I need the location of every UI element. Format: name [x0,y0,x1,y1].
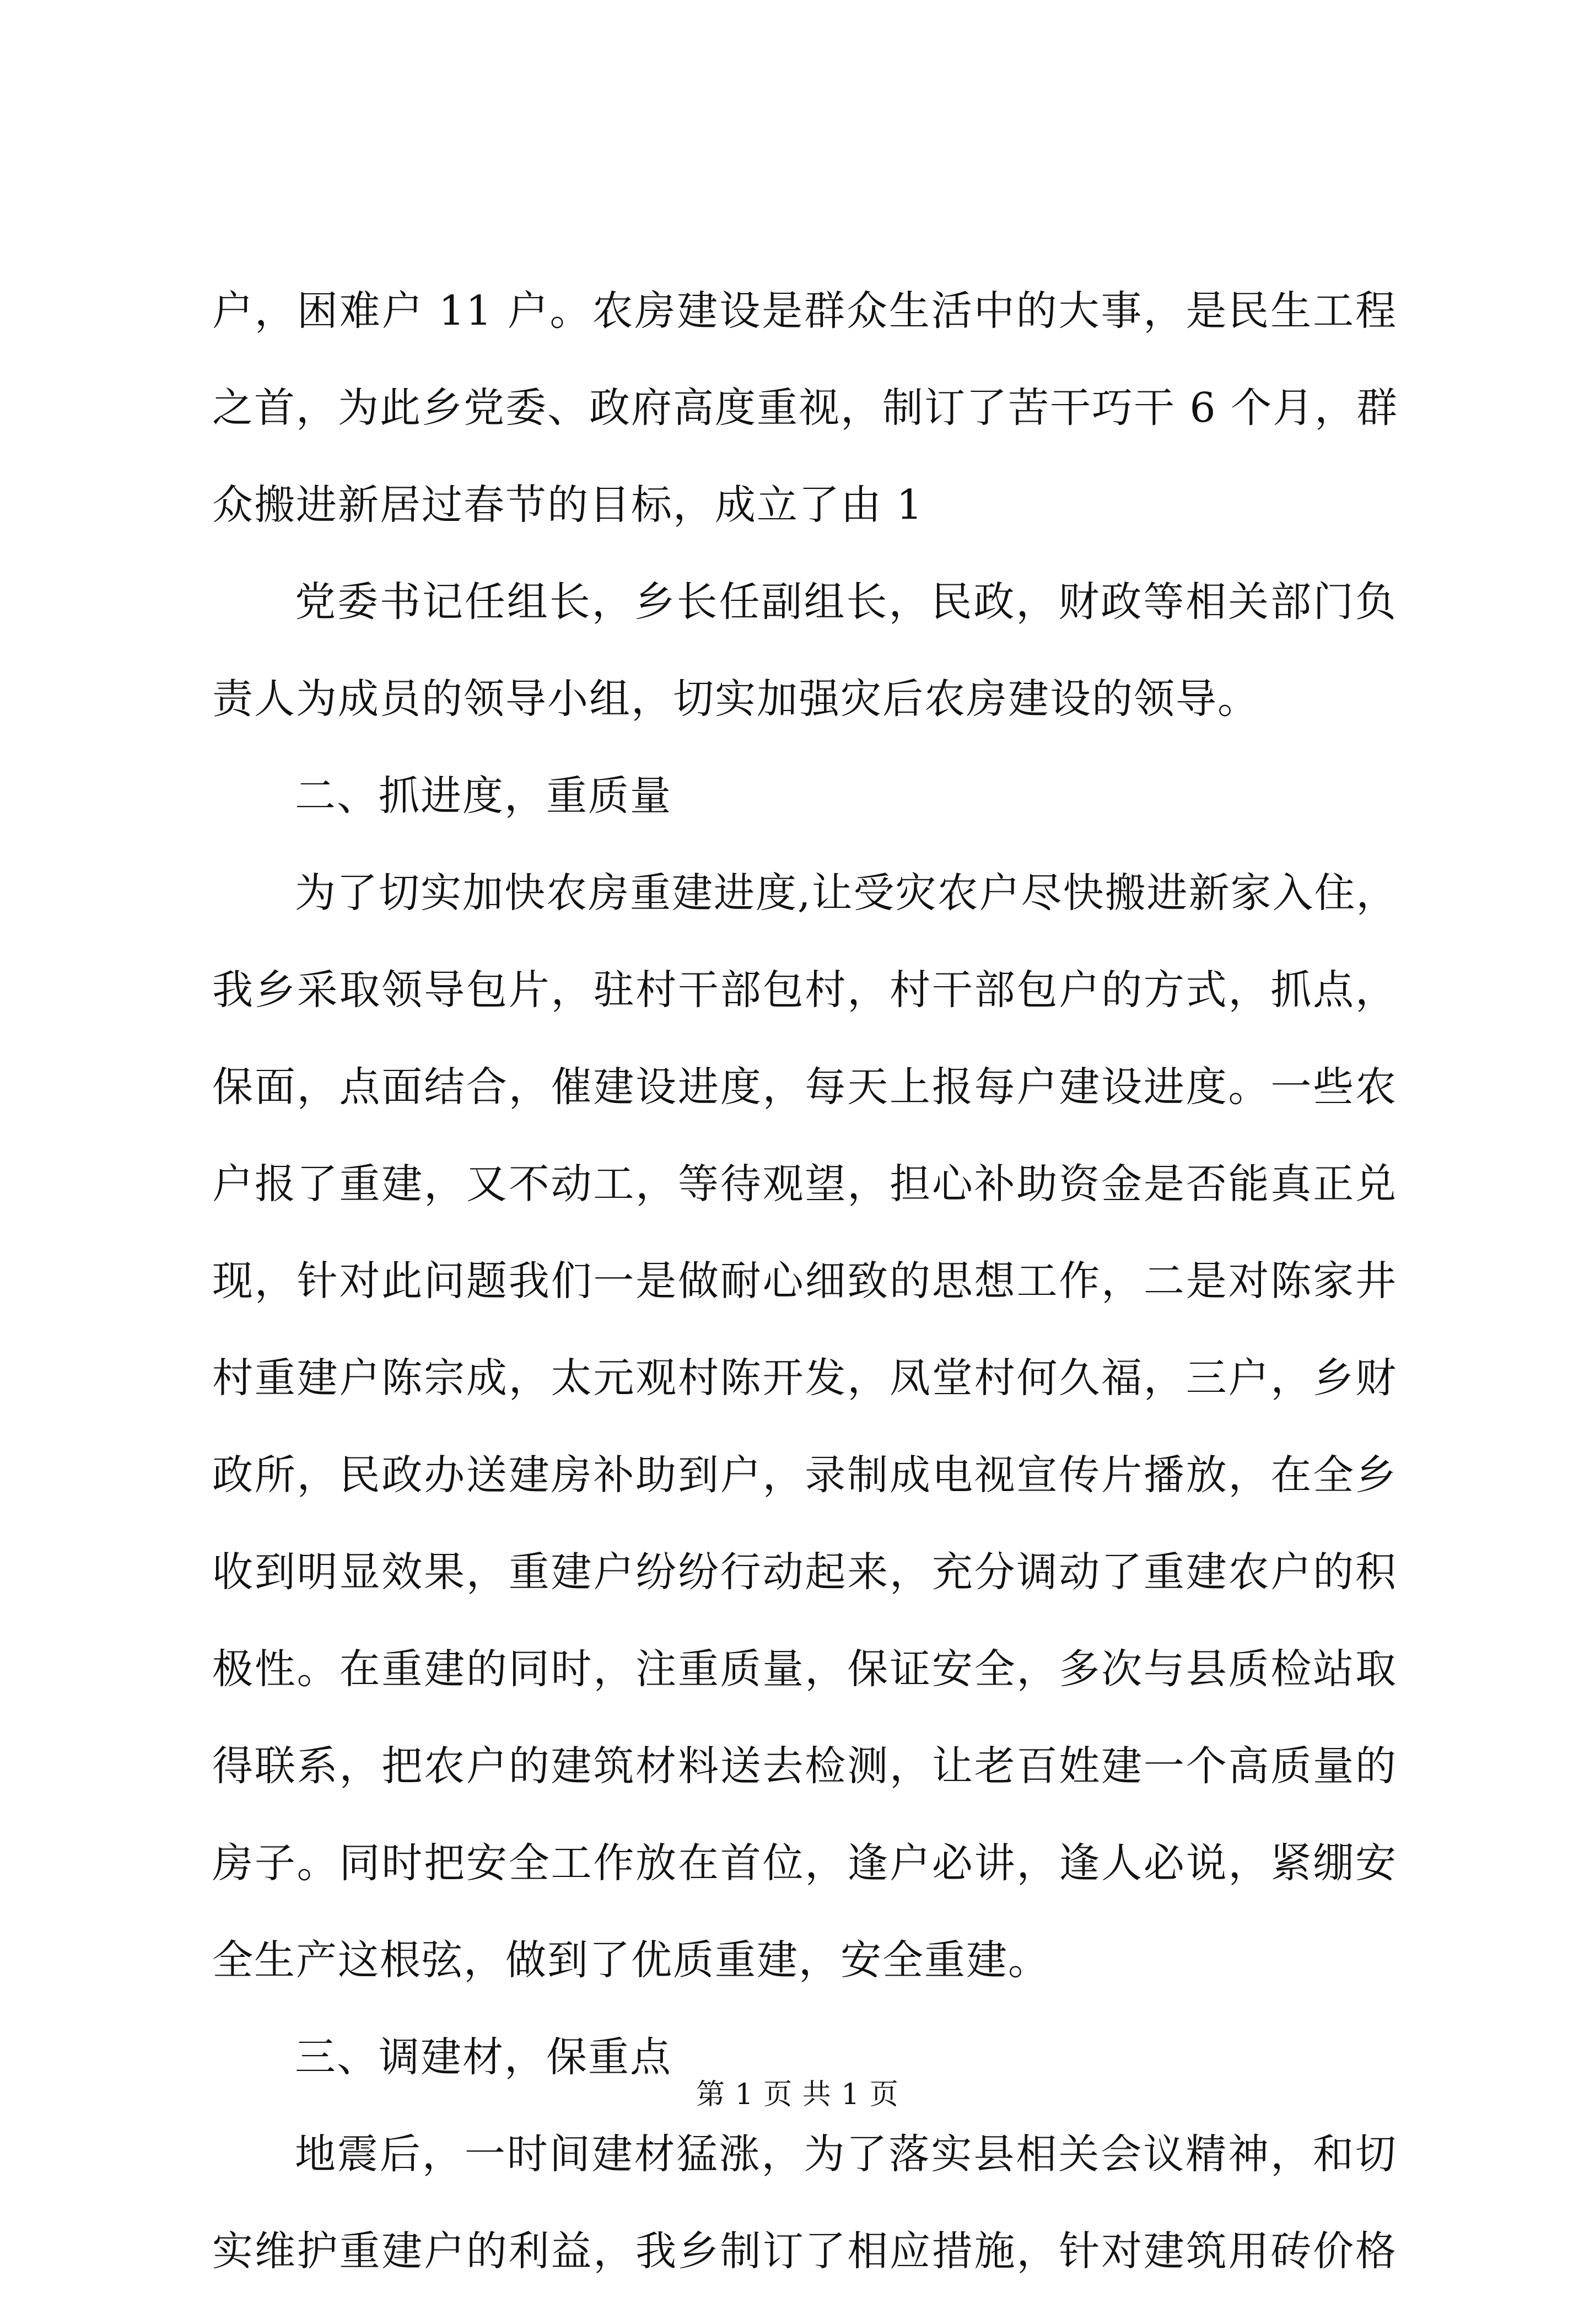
text-line: 责人为成员的领导小组，切实加强灾后农房建设的领导。 [212,675,1259,723]
text-line: 党委书记任组长，乡长任副组长，民政，财政等相关部门负 [295,578,1397,626]
text-line: 保面，点面结合，催建设进度，每天上报每户建设进度。一些农 [212,1063,1397,1111]
text-line: 得联系，把农户的建筑材料送去检测，让老百姓建一个高质量的 [212,1742,1397,1790]
page-footer: 第 1 页 共 1 页 [696,2078,899,2111]
text-line: 之首，为此乡党委、政府高度重视，制订了苦干巧干 6 个月，群 [212,384,1399,432]
text-line: 众搬进新居过春节的目标，成立了由 1 [212,481,924,529]
text-line: 地震后，一时间建材猛涨，为了落实县相关会议精神，和切 [295,2131,1397,2178]
text-line: 极性。在重建的同时，注重质量，保证安全，多次与县质检站取 [212,1645,1397,1693]
text-line: 房子。同时把安全工作放在首位，逢户必讲，逢人必说，紧绷安 [212,1839,1397,1887]
text-line: 现，针对此问题我们一是做耐心细致的思想工作，二是对陈家井 [212,1257,1397,1305]
text-line: 户报了重建，又不动工，等待观望，担心补助资金是否能真正兑 [212,1160,1397,1208]
text-line: 实维护重建户的利益，我乡制订了相应措施，针对建筑用砖价格 [212,2228,1397,2275]
text-line: 村重建户陈宗成，太元观村陈开发，凤堂村何久福，三户，乡财 [212,1354,1397,1402]
text-line: 为了切实加快农房重建进度,让受灾农户尽快搬进新家入住， [295,869,1398,917]
text-line: 政所，民政办送建房补助到户，录制成电视宣传片播放，在全乡 [212,1451,1397,1499]
text-line: 我乡采取领导包片，驻村干部包村，村干部包户的方式，抓点， [212,966,1397,1014]
text-line: 收到明显效果，重建户纷纷行动起来，充分调动了重建农户的积 [212,1548,1397,1596]
text-line: 二、抓进度，重质量 [295,772,672,820]
text-line: 全生产这根弦，做到了优质重建，安全重建。 [212,1936,1050,1984]
text-line: 户，困难户 11 户。农房建设是群众生活中的大事，是民生工程 [212,287,1397,335]
document-body [212,287,1397,2324]
text-line: 三、调建材，保重点 [295,2034,672,2081]
